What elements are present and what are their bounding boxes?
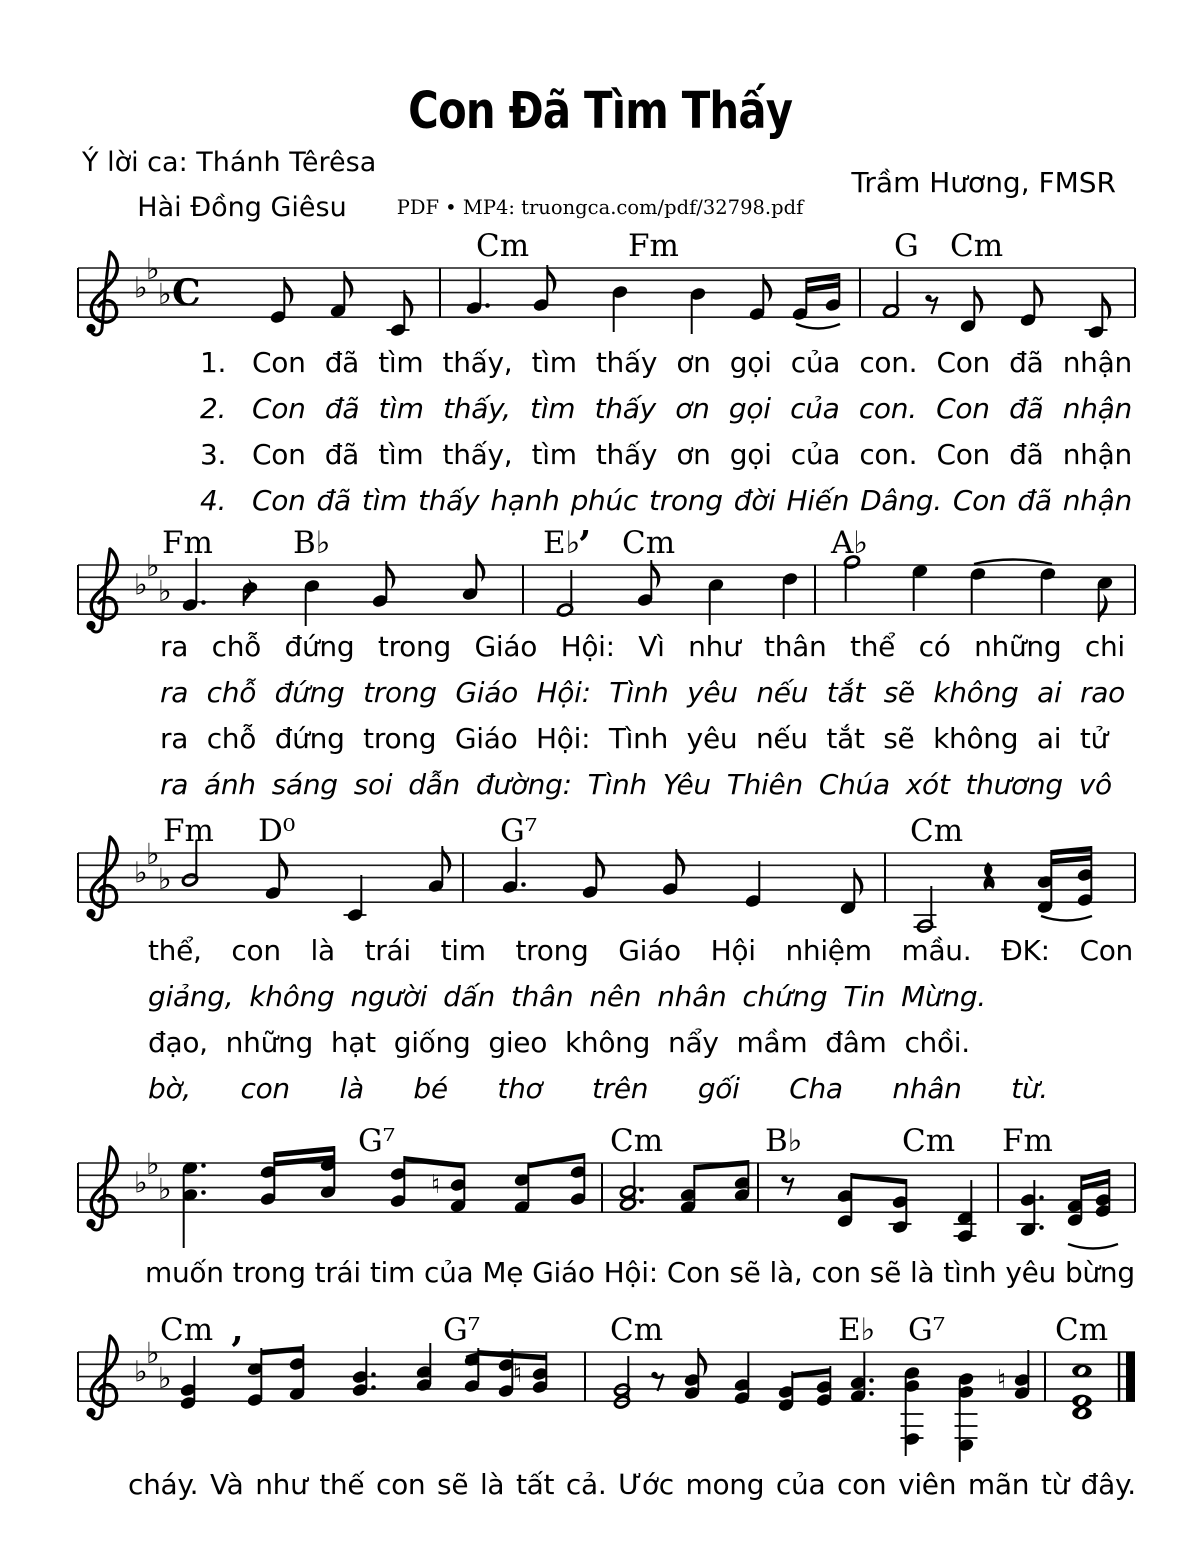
lyric-word: yêu [1005,1256,1056,1289]
lyric-word: là [479,1468,505,1501]
lyric-word: tìm [531,346,577,379]
lyric-word: Con [252,392,306,425]
lyric-word: Hội: [560,630,615,663]
lyric-word: của [790,392,840,425]
lyric-word: con [811,1256,861,1289]
lyric-word: tử [1079,722,1108,755]
lyric-word: Giáo [454,722,518,755]
lyric-word: đây. [1080,1468,1136,1501]
verse-number: 2. [200,392,227,425]
lyric-word: Và [209,1468,244,1501]
chord-symbol: Cm [610,1123,664,1159]
lyric-word: Chúa [818,768,890,801]
lyric-word: cháy. [128,1468,199,1501]
verse-number: 1. [200,346,227,379]
lyric-word: trong [363,722,437,755]
lyric-credit [82,140,402,230]
lyric-word: Ước [618,1468,674,1501]
lyric-word: mầu. [901,934,972,967]
lyric-word: sẽ [869,1256,902,1289]
chord-symbol: E♭ [543,525,581,561]
lyric-word: của [790,346,841,379]
verse-number: 4. [200,484,227,517]
lyric-word: ra [160,768,189,801]
svg-text:♭: ♭ [134,855,148,890]
lyric-word: nếu [755,722,808,755]
lyric-word: Con [936,392,990,425]
lyric-word: trong [363,676,437,709]
lyric-word: nhận [1062,484,1132,517]
lyric-word: đã [1009,392,1044,425]
lyric-word: soi [353,768,393,801]
lyric-word: là [909,1256,935,1289]
lyric-word: đã [324,438,360,471]
lyric-word: ơn [676,346,711,379]
lyric-word: Giáo [474,630,538,663]
lyric-word: gieo [488,1026,548,1059]
lyric-word: tất [515,1468,555,1501]
lyric-word: con. [859,438,918,471]
lyric-word: không [564,1026,651,1059]
lyric-word: của [775,1468,826,1501]
verse-number: 3. [200,438,227,471]
svg-text:♭: ♭ [146,1336,160,1371]
lyric-word: trong [649,484,723,517]
lyric-word: rao [1080,676,1125,709]
lyric-word: Hội: [603,1256,658,1289]
lyric-word: thân [510,980,574,1013]
lyric-word: nhận [1062,346,1132,379]
svg-text:♮: ♮ [513,1359,523,1389]
lyric-word: hạt [330,1026,376,1059]
lyric-line [160,630,1125,663]
chord-symbol: A♭ [831,525,869,561]
lyric-word: Mừng. [901,980,986,1013]
lyric-word: tim [440,934,486,967]
chord-symbol: Fm [628,228,679,264]
lyric-word: nhiệm [785,934,872,967]
lyric-word: Giáo [618,934,681,967]
lyric-word: đường: [475,768,572,801]
lyric-word: Hội [710,934,756,967]
lyric-line [200,346,1132,379]
lyric-word: gọi [728,392,771,425]
lyric-line [160,768,1112,801]
lyric-word: phúc [570,484,639,517]
lyric-block-verses-2 [160,630,1125,814]
lyric-word: trong [515,934,589,967]
lyric-word: đã [1017,484,1052,517]
lyric-word: của [790,438,841,471]
lyric-word: bé [413,1072,448,1105]
chord-symbol: G⁷ [358,1123,396,1159]
lyric-word: không [933,722,1019,755]
lyric-word: Hội: [536,722,591,755]
lyric-line [148,1072,1048,1105]
lyric-word: yêu [687,676,738,709]
lyric-word: con [240,1072,290,1105]
lyric-word: con [231,934,281,967]
lyric-word: những [974,630,1062,663]
lyric-line [200,484,1132,517]
lyric-word: Con [252,484,306,517]
svg-text:♭: ♭ [158,1171,172,1206]
lyric-line [160,722,1108,755]
lyric-word: Con [952,484,1007,517]
lyric-word: xót [905,768,950,801]
svg-text:♭: ♭ [134,567,148,602]
lyric-word: tìm [361,484,408,517]
lyric-word: con. [859,346,918,379]
lyric-block-refrain-2 [128,1468,1136,1514]
lyric-word: Con [936,438,990,471]
page-title-row [0,82,1200,141]
lyric-word: trong [232,1256,306,1289]
lyric-word: Con [252,346,306,379]
lyric-line [200,438,1132,471]
lyric-word: trái [364,934,411,967]
lyric-word: Tin [843,980,886,1013]
lyric-word: từ [1040,1468,1069,1501]
lyric-word: ánh [204,768,256,801]
svg-text:♭: ♭ [146,549,160,584]
lyric-word: Giáo [455,676,518,709]
lyric-word: dấn [443,980,495,1013]
svg-text:C: C [172,272,201,314]
chord-symbol: Fm [163,813,214,849]
chord-symbol: B♭ [765,1123,803,1159]
chord-symbol: Cm [910,813,964,849]
lyric-word: tìm [378,346,424,379]
lyric-word: con [837,1468,887,1501]
lyric-word: ai [1037,676,1062,709]
lyric-word: muốn [145,1256,224,1289]
lyric-word: đã [1009,438,1044,471]
lyric-word: chồi. [904,1026,970,1059]
lyric-word: chi [1084,630,1125,663]
lyric-word: ai [1036,722,1062,755]
lyric-word: đứng [284,630,355,663]
lyric-word: chỗ [206,676,257,709]
chord-symbol: Cm [1055,1312,1109,1348]
lyric-word: Con [1079,934,1133,967]
lyric-word: đâm [825,1026,887,1059]
lyric-word: đứng [274,722,345,755]
chord-symbol: G⁷ [443,1312,481,1348]
lyric-word: Hội: [536,676,591,709]
lyric-word: gọi [729,346,772,379]
lyric-word: sẽ [729,1256,761,1289]
lyric-word: nhân [892,1072,962,1105]
lyric-word: tắt [826,676,865,709]
lyric-line [200,392,1132,425]
lyric-word: thể [850,630,896,663]
lyric-word: nhân [657,980,727,1013]
lyric-word: nếu [756,676,809,709]
lyric-word: Hiến [786,484,850,517]
lyric-word: thấy [594,392,656,425]
chord-symbol: Fm [1002,1123,1053,1159]
lyric-word: đứng [274,676,345,709]
lyric-word: con. [858,392,917,425]
lyric-block-verses-3 [148,934,1133,1118]
lyric-word: là [310,934,335,967]
lyric-word: Dâng. [860,484,942,517]
lyric-word: đã [324,392,360,425]
lyric-line [128,1468,1136,1501]
lyric-word: từ. [1011,1072,1048,1105]
svg-text:♭: ♭ [146,252,160,287]
lyric-word: chỗ [206,722,257,755]
lyric-word: Mẹ [482,1256,524,1289]
lyric-word: vô [1078,768,1112,801]
lyric-word: Thiên [726,768,803,801]
lyric-word: thế [319,1468,365,1501]
lyric-word: nhận [1062,438,1132,471]
lyric-word: tình [943,1256,997,1289]
lyric-word: chứng [742,980,828,1013]
lyric-word: tìm [378,392,424,425]
credit-line-1: Ý lời ca: Thánh Têrêsa [82,147,377,178]
svg-text:♭: ♭ [158,276,172,311]
chord-symbol: Cm [622,525,676,561]
chord-symbol: Fm [162,525,213,561]
lyric-word: ơn [676,438,711,471]
lyric-word: như [255,1468,308,1501]
lyric-word: trên [591,1072,649,1105]
lyric-word: sẽ [437,1468,469,1501]
lyric-word: thấy, [442,438,513,471]
lyric-word: giống [393,1026,471,1059]
svg-text:’: ’ [578,522,592,567]
lyric-word: ĐK: [1001,934,1050,967]
credit-line-2: Hài Đồng Giêsu [137,192,347,223]
lyric-word: Tình [608,722,669,755]
chord-symbol: Cm [610,1312,664,1348]
lyric-word: người [350,980,428,1013]
lyric-word: mầm [736,1026,808,1059]
lyric-word: thơ [497,1072,543,1105]
lyric-word: thấy [595,438,658,471]
lyric-word: tìm [531,438,577,471]
lyric-word: thấy [595,346,658,379]
svg-text:♮: ♮ [997,1365,1007,1395]
svg-text:♭: ♭ [146,1147,160,1182]
lyric-word: trong [377,630,451,663]
lyric-block-refrain-1 [145,1256,1135,1302]
lyric-word: sẽ [883,676,915,709]
svg-text:♭: ♭ [134,270,148,305]
lyric-word: đời [733,484,776,517]
lyric-word: Tình [587,768,647,801]
lyric-line [145,1256,1135,1289]
lyric-word: hạnh [490,484,560,517]
lyric-word: như [688,630,741,663]
lyric-word: không [933,676,1019,709]
lyric-word: yêu [686,722,738,755]
lyric-word: dẫn [408,768,460,801]
chord-symbol: D⁰ [258,813,296,849]
lyric-word: ra [160,676,189,709]
chord-symbol: G⁷ [500,813,538,849]
lyric-word: tim [369,1256,416,1289]
chord-symbol: Cm [950,228,1004,264]
chord-symbol: B♭ [293,525,331,561]
lyric-line [148,934,1133,967]
svg-text:♭: ♭ [158,861,172,896]
lyric-word: của [423,1256,474,1289]
composer-name: Trầm Hương, FMSR [851,166,1116,199]
chord-symbol: Cm [902,1123,956,1159]
lyric-word: nên [589,980,642,1013]
lyric-word: đã [1009,346,1044,379]
lyric-word: mãn [967,1468,1030,1501]
lyric-word: bờ, [148,1072,191,1105]
lyric-word: không [249,980,335,1013]
lyric-word: nẩy [668,1026,719,1059]
lyric-word: Con [666,1256,721,1289]
lyric-word: sáng [271,768,338,801]
lyric-word: bừng [1064,1256,1135,1289]
svg-text:’: ’ [230,1328,244,1373]
lyric-block-verses-1 [200,346,1132,530]
lyric-line [148,1026,970,1059]
svg-text:♭: ♭ [134,1354,148,1389]
lyric-word: có [918,630,951,663]
lyric-word: Con [252,438,306,471]
svg-text:♮: ♮ [431,1170,441,1200]
lyric-word: Con [936,346,990,379]
lyric-word: đã [316,484,351,517]
svg-text:♭: ♭ [158,1360,172,1395]
lyric-word: mong [685,1468,765,1501]
lyric-word: những [225,1026,313,1059]
lyric-word: là, [769,1256,803,1289]
lyric-word: thương [965,768,1063,801]
chord-symbol: E♭ [838,1312,876,1348]
chord-symbol: Cm [476,228,530,264]
lyric-word: thấy, [442,346,513,379]
svg-text:♭: ♭ [134,1165,148,1200]
media-link-text: PDF • MP4: truongca.com/pdf/32798.pdf [396,196,804,219]
lyric-word: đạo, [148,1026,208,1059]
lyric-word: tìm [530,392,576,425]
lyric-word: nhận [1062,392,1132,425]
chord-symbol: G [894,228,919,264]
lyric-word: ơn [675,392,710,425]
lyric-word: tìm [378,438,424,471]
lyric-word: Vì [638,630,665,663]
chord-symbol: Cm [160,1312,214,1348]
svg-text:♭: ♭ [146,837,160,872]
lyric-word: Cha [789,1072,843,1105]
lyric-word: chỗ [211,630,261,663]
lyric-word: Yêu [662,768,711,801]
lyric-word: gọi [729,438,772,471]
svg-text:♭: ♭ [158,573,172,608]
lyric-word: cả. [565,1468,607,1501]
lyric-line [148,980,986,1013]
lyric-word: gối [697,1072,740,1105]
lyric-word: sẽ [883,722,915,755]
lyric-word: thấy, [443,392,511,425]
lyric-word: đã [324,346,360,379]
lyric-word: thân [764,630,827,663]
lyric-word: thể, [148,934,202,967]
lyric-word: con [375,1468,426,1501]
lyric-word: thấy [418,484,480,517]
lyric-word: trái [314,1256,361,1289]
lyric-word: là [339,1072,364,1105]
song-title: Con Đã Tìm Thấy [407,82,793,141]
lyric-word: Giáo [532,1256,595,1289]
chord-symbol: G⁷ [908,1312,946,1348]
lyric-word: tắt [826,722,865,755]
lyric-word: viên [898,1468,957,1501]
lyric-word: ra [160,722,189,755]
lyric-word: giảng, [148,980,234,1013]
lyric-word: Tình [609,676,669,709]
lyric-word: ra [160,630,189,663]
lyric-line [160,676,1125,709]
